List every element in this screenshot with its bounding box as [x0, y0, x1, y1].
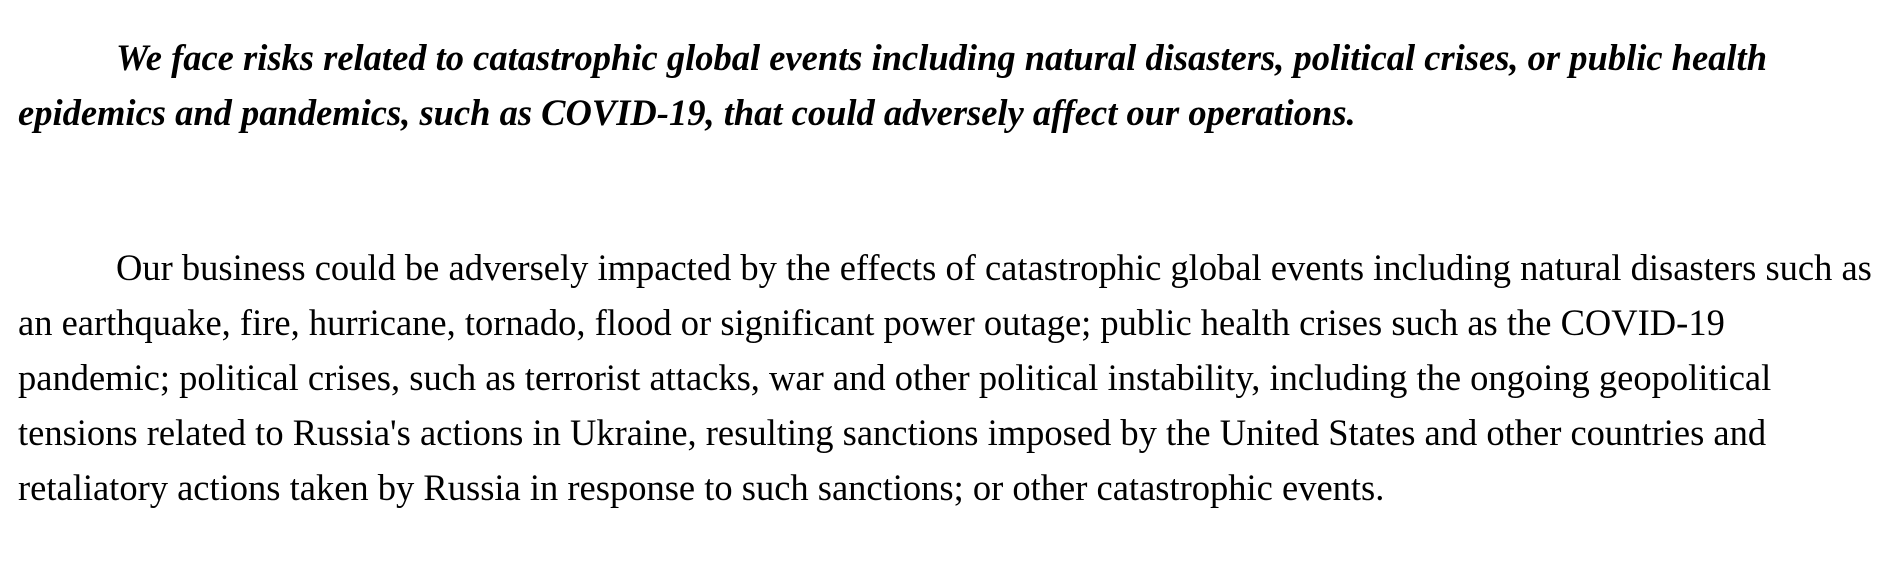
document-page — [18, 0, 1878, 515]
risk-factor-heading: We face risks related to catastrophic global events including natural disasters, political crises, or public health epidemics and pandemics, such as COVID-19, that could adversely affect our operations. — [18, 37, 1768, 133]
risk-factor-paragraph: Our business could be adversely impacted by the effects of catastrophic global events including natural disasters such as an earthquake, fire, hurricane, tornado, flood or significant power outage; public health crises such as the COVID-19 pandemic; political crises, such as terrorist attacks, war and other political instability, including the ongoing geopolitical tensions related to Russia's actions in Ukraine, resulting sanctions imposed by the United States and other countries and retaliatory actions taken by Russia in response to such sanctions; or other catastrophic events. — [18, 247, 1872, 508]
